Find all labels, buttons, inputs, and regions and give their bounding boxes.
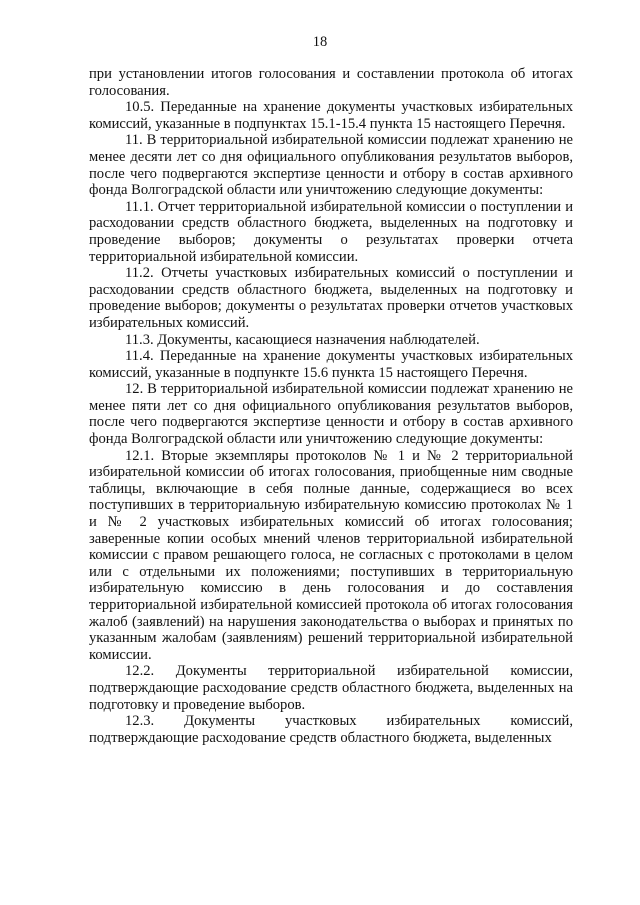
paragraph-12-3: 12.3. Документы участковых избирательных комиссий, подтверждающие расходование средств областного бюджета, выделенных [89, 713, 573, 746]
document-body [89, 66, 573, 746]
paragraph-11: 11. В территориальной избирательной комиссии подлежат хранению не менее десяти лет со дня официального опубликования результатов выборов, после чего подвергаются экспертизе ценности и отбору в состав архивного фонда Волгоградской области или уничтожению следующие документы: [89, 132, 573, 199]
page-number: 18 [312, 34, 328, 50]
paragraph-11-2: 11.2. Отчеты участковых избирательных комиссий о поступлении и расходовании средств областного бюджета, выделенных на подготовку и проведение выборов; документы о результатах проверки отчетов участковых избирательных комиссий. [89, 265, 573, 331]
paragraph-10-5: 10.5. Переданные на хранение документы участковых избирательных комиссий, указанные в подпунктах 15.1-15.4 пункта 15 настоящего Перечня. [89, 99, 573, 132]
paragraph-12: 12. В территориальной избирательной комиссии подлежат хранению не менее пяти лет со дня официального опубликования результатов выборов, после чего подвергаются экспертизе ценности и отбору в состав архивного фонда Волгоградской области или уничтожению следующие документы: [89, 381, 573, 448]
paragraph-continuation: при установлении итогов голосования и составлении протокола об итогах голосования. [89, 66, 573, 99]
paragraph-11-1: 11.1. Отчет территориальной избирательной комиссии о поступлении и расходовании средств областного бюджета, выделенных на подготовку и проведение выборов; документы о результатах проверки отчета территориальной избирательной комиссии. [89, 198, 573, 265]
paragraph-11-4: 11.4. Переданные на хранение документы участковых избирательных комиссий, указанные в подпункте 15.6 пункта 15 настоящего Перечня. [89, 348, 573, 381]
paragraph-11-3: 11.3. Документы, касающиеся назначения наблюдателей. [125, 331, 480, 348]
paragraph-12-2: 12.2. Документы территориальной избирательной комиссии, подтверждающие расходование средств областного бюджета, выделенных на подготовку и проведение выборов. [89, 663, 573, 713]
paragraph-12-1: 12.1. Вторые экземпляры протоколов № 1 и № 2 территориальной избирательной комиссии об итогах голосования, приобщенные ним сводные таблицы, включающие в себя полные данные, содержащиеся во всех поступивших в территориальную избирательную комиссию протоколах № 1 и № 2 участковых избирательных комиссий об итогах голосования; заверенные копии особых мнений членов территориальной избирательной комиссии с правом решающего голоса, не согласных с протоколами в целом или с отдельными их положениями; поступивших в территориальную избирательную комиссию в день голосования и до составления территориальной избирательной комиссией протокола об итогах голосования жалоб (заявлений) на нарушения законодательства о выборах и принятых по указанным жалобам (заявлениям) решений территориальной избирательной комиссии. [89, 447, 573, 663]
